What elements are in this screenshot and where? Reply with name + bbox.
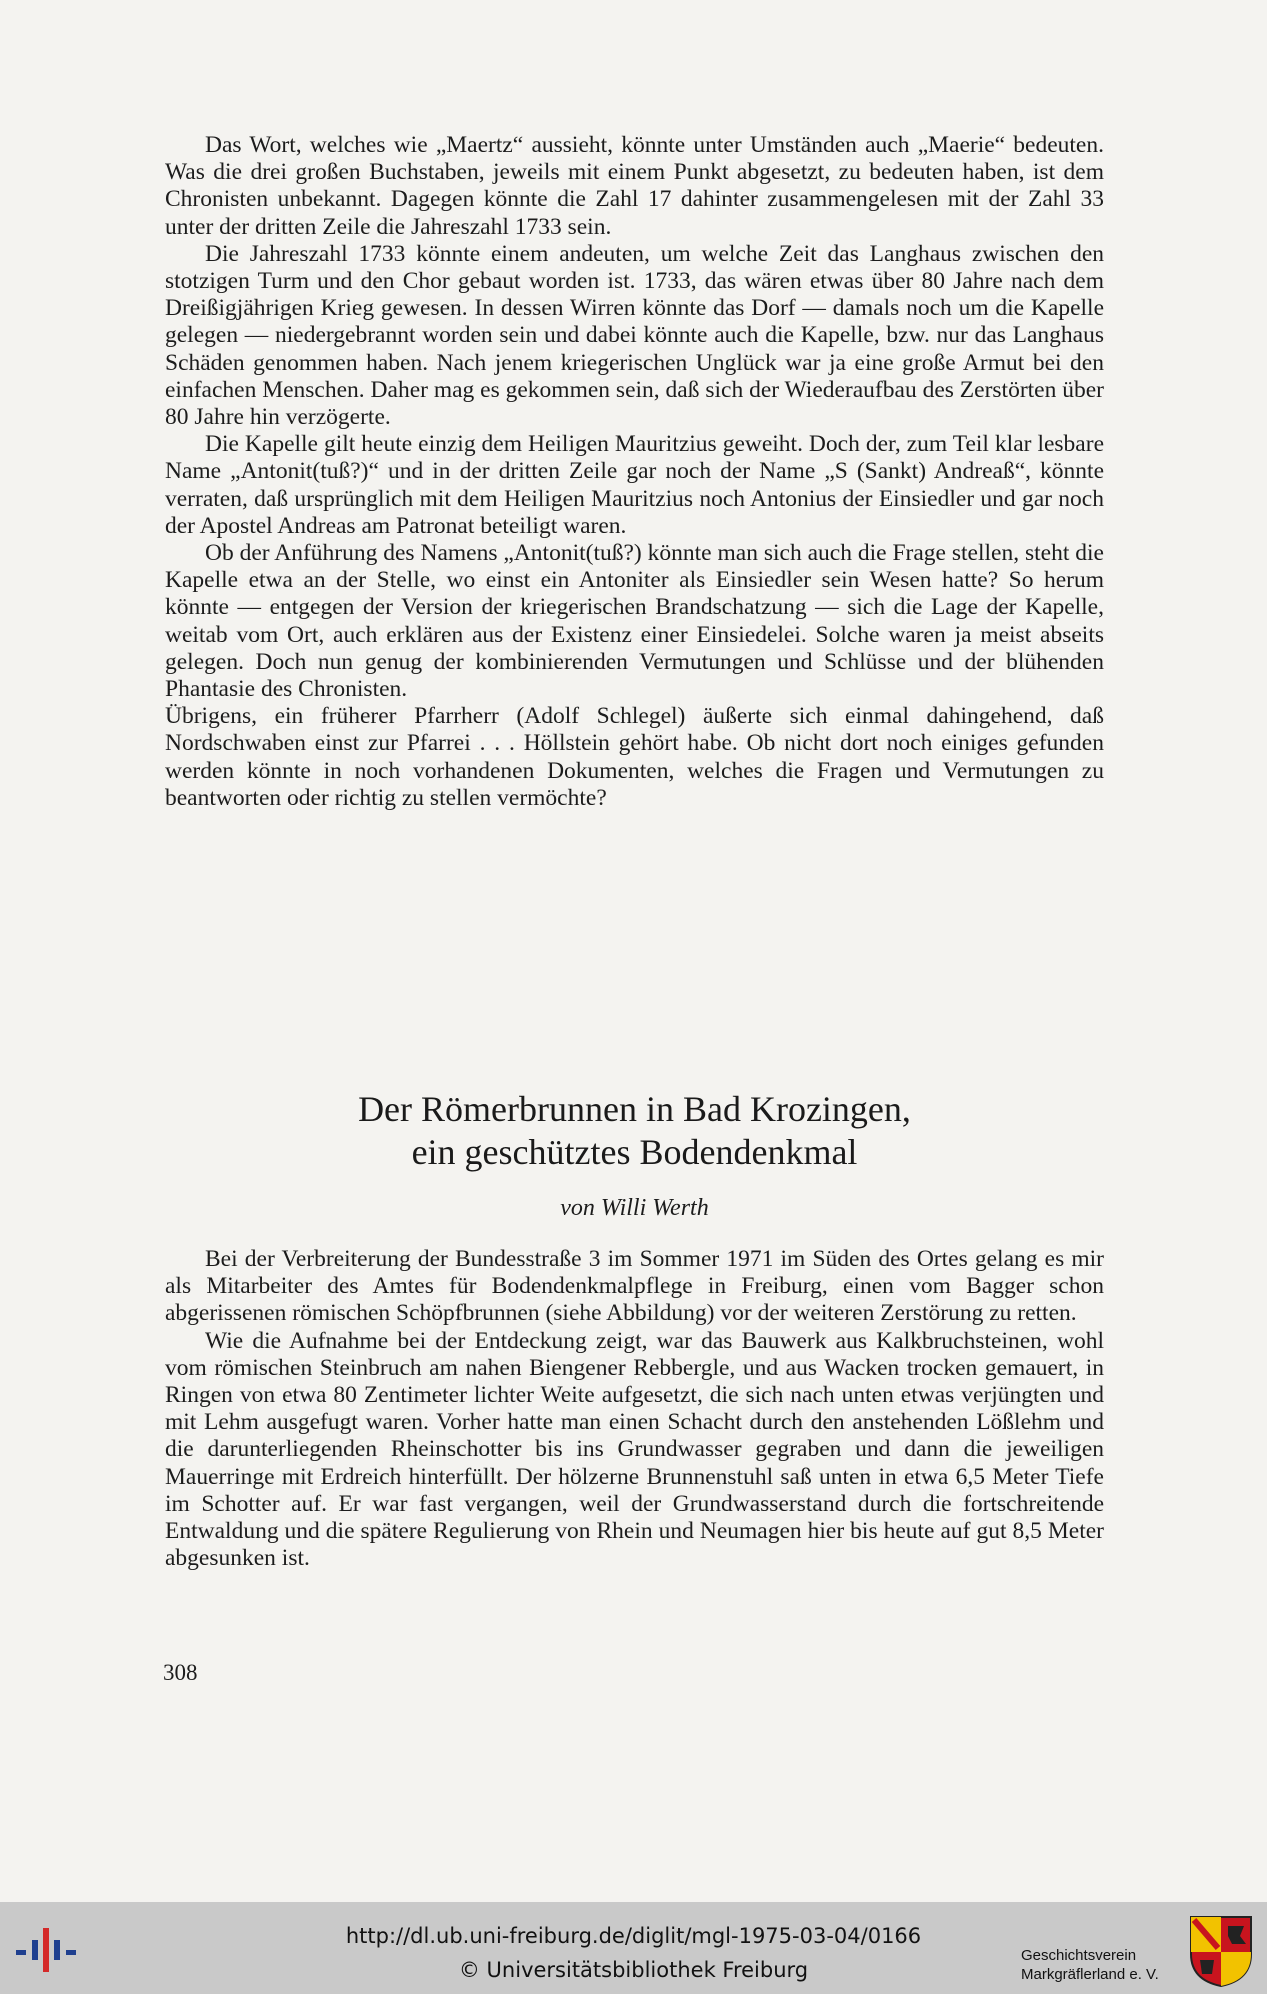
article-author: von Willi Werth — [560, 1195, 709, 1221]
society-name-line: Markgräflerland e. V. — [1021, 1966, 1159, 1983]
article-title-line: Der Römerbrunnen in Bad Krozingen, — [358, 1089, 911, 1129]
top-text-block — [165, 132, 1104, 812]
society-name-line: Geschichtsverein — [1021, 1947, 1137, 1964]
paragraph: Die Kapelle gilt heute einzig dem Heiligen Mauritzius geweiht. Doch der, zum Teil klar lesbare Name „Antonit(tuß?)“ und in der dritten Zeile gar noch der Name „S (Sankt) Andreaß“, könnte verraten, daß ursprünglich mit dem Heiligen Mauritzius noch Antonius der Einsiedler und gar noch der Apostel Andreas am Patronat beteiligt waren. — [165, 431, 1104, 539]
copyright-text: © Universitätsbibliothek Freiburg — [458, 1958, 809, 1982]
document-url-link[interactable]: http://dl.ub.uni-freiburg.de/diglit/mgl-1975-03-04/0166 — [345, 1924, 922, 1948]
paragraph: Wie die Aufnahme bei der Entdeckung zeigt, war das Bauwerk aus Kalkbruchsteinen, wohl vom römischen Steinbruch am nahen Biengener Rebbergle, und aus Wacken trocken gemauert, in Ringen von etwa 80 Zentimeter lichter Weite aufgesetzt, die sich nach unten etwas verjüngten und mit Lehm ausgefugt waren. Vorher hatte man einen Schacht durch den anstehenden Lößlehm und die darunterliegenden Rheinschotter bis ins Grundwasser gegraben und dann die jeweiligen Mauerringe mit Erdreich hinterfüllt. Der hölzerne Brunnenstuhl saß unten in etwa 6,5 Meter Tiefe im Schotter auf. Er war fast vergangen, weil der Grundwasserstand durch die fortschreitende Entwaldung und die spätere Regulierung von Rhein und Neumagen hier bis heute auf gut 8,5 Meter abgesunken ist. — [165, 1327, 1104, 1572]
paragraph: Das Wort, welches wie „Maertz“ aussieht, könnte unter Umständen auch „Maerie“ bedeuten. Was die drei großen Buchstaben, jeweils mit einem Punkt abgesetzt, zu bedeuten haben, ist dem Chronisten unbekannt. Dagegen könnte die Zahl 17 dahinter zusammengelesen mit der Zahl 33 unter der dritten Zeile die Jahreszahl 1733 sein. — [165, 132, 1104, 240]
viewer-footer — [0, 1902, 1267, 1994]
article-text-block — [165, 1246, 1104, 1572]
article-title — [165, 1088, 1104, 1174]
coat-of-arms-icon[interactable] — [1188, 1914, 1254, 1988]
article-title-line: ein geschütztes Bodendenkmal — [411, 1132, 858, 1172]
paragraph: Übrigens, ein früherer Pfarrherr (Adolf Schlegel) äußerte sich einmal dahingehend, daß Nordschwaben einst zur Pfarrei . . . Höllstein gehört habe. Ob nicht dort noch einiges gefunden werden könnte in noch vorhandenen Dokumenten, welches die Fragen und Vermutungen zu beantworten oder richtig zu stellen vermöchte? — [165, 703, 1104, 811]
page-number: 308 — [163, 1660, 198, 1685]
paragraph: Ob der Anführung des Namens „Antonit(tuß?) könnte man sich auch die Frage stellen, steht die Kapelle etwa an der Stelle, wo einst ein Antoniter als Einsiedler sein Wesen hatte? So herum könnte — entgegen der Version der kriegerischen Brandschatzung — sich die Lage der Kapelle, weitab vom Ort, auch erklären aus der Existenz einer Einsiedelei. Solche waren ja meist abseits gelegen. Doch nun genug der kombinierenden Vermutungen und Schlüsse und der blühenden Phantasie des Chronisten. — [165, 540, 1104, 703]
paragraph: Die Jahreszahl 1733 könnte einem andeuten, um welche Zeit das Langhaus zwischen den stotzigen Turm und den Chor gebaut worden ist. 1733, das wären etwas über 80 Jahre nach dem Dreißigjährigen Krieg gewesen. In dessen Wirren könnte das Dorf — damals noch um die Kapelle gelegen — niedergebrannt worden sein und dabei könnte auch die Kapelle, bzw. nur das Langhaus Schäden genommen haben. Nach jenem kriegerischen Unglück war ja eine große Armut bei den einfachen Menschen. Daher mag es gekommen sein, daß sich der Wiederaufbau des Zerstörten über 80 Jahre hin verzögerte. — [165, 240, 1104, 431]
society-name[interactable] — [1021, 1946, 1159, 1984]
paragraph: Bei der Verbreiterung der Bundesstraße 3 im Sommer 1971 im Süden des Ortes gelang es mir als Mitarbeiter des Amtes für Bodendenkmalpflege in Freiburg, einen vom Bagger schon abgerissenen römischen Schöpfbrunnen (siehe Abbildung) vor der weiteren Zerstörung zu retten. — [165, 1246, 1104, 1327]
